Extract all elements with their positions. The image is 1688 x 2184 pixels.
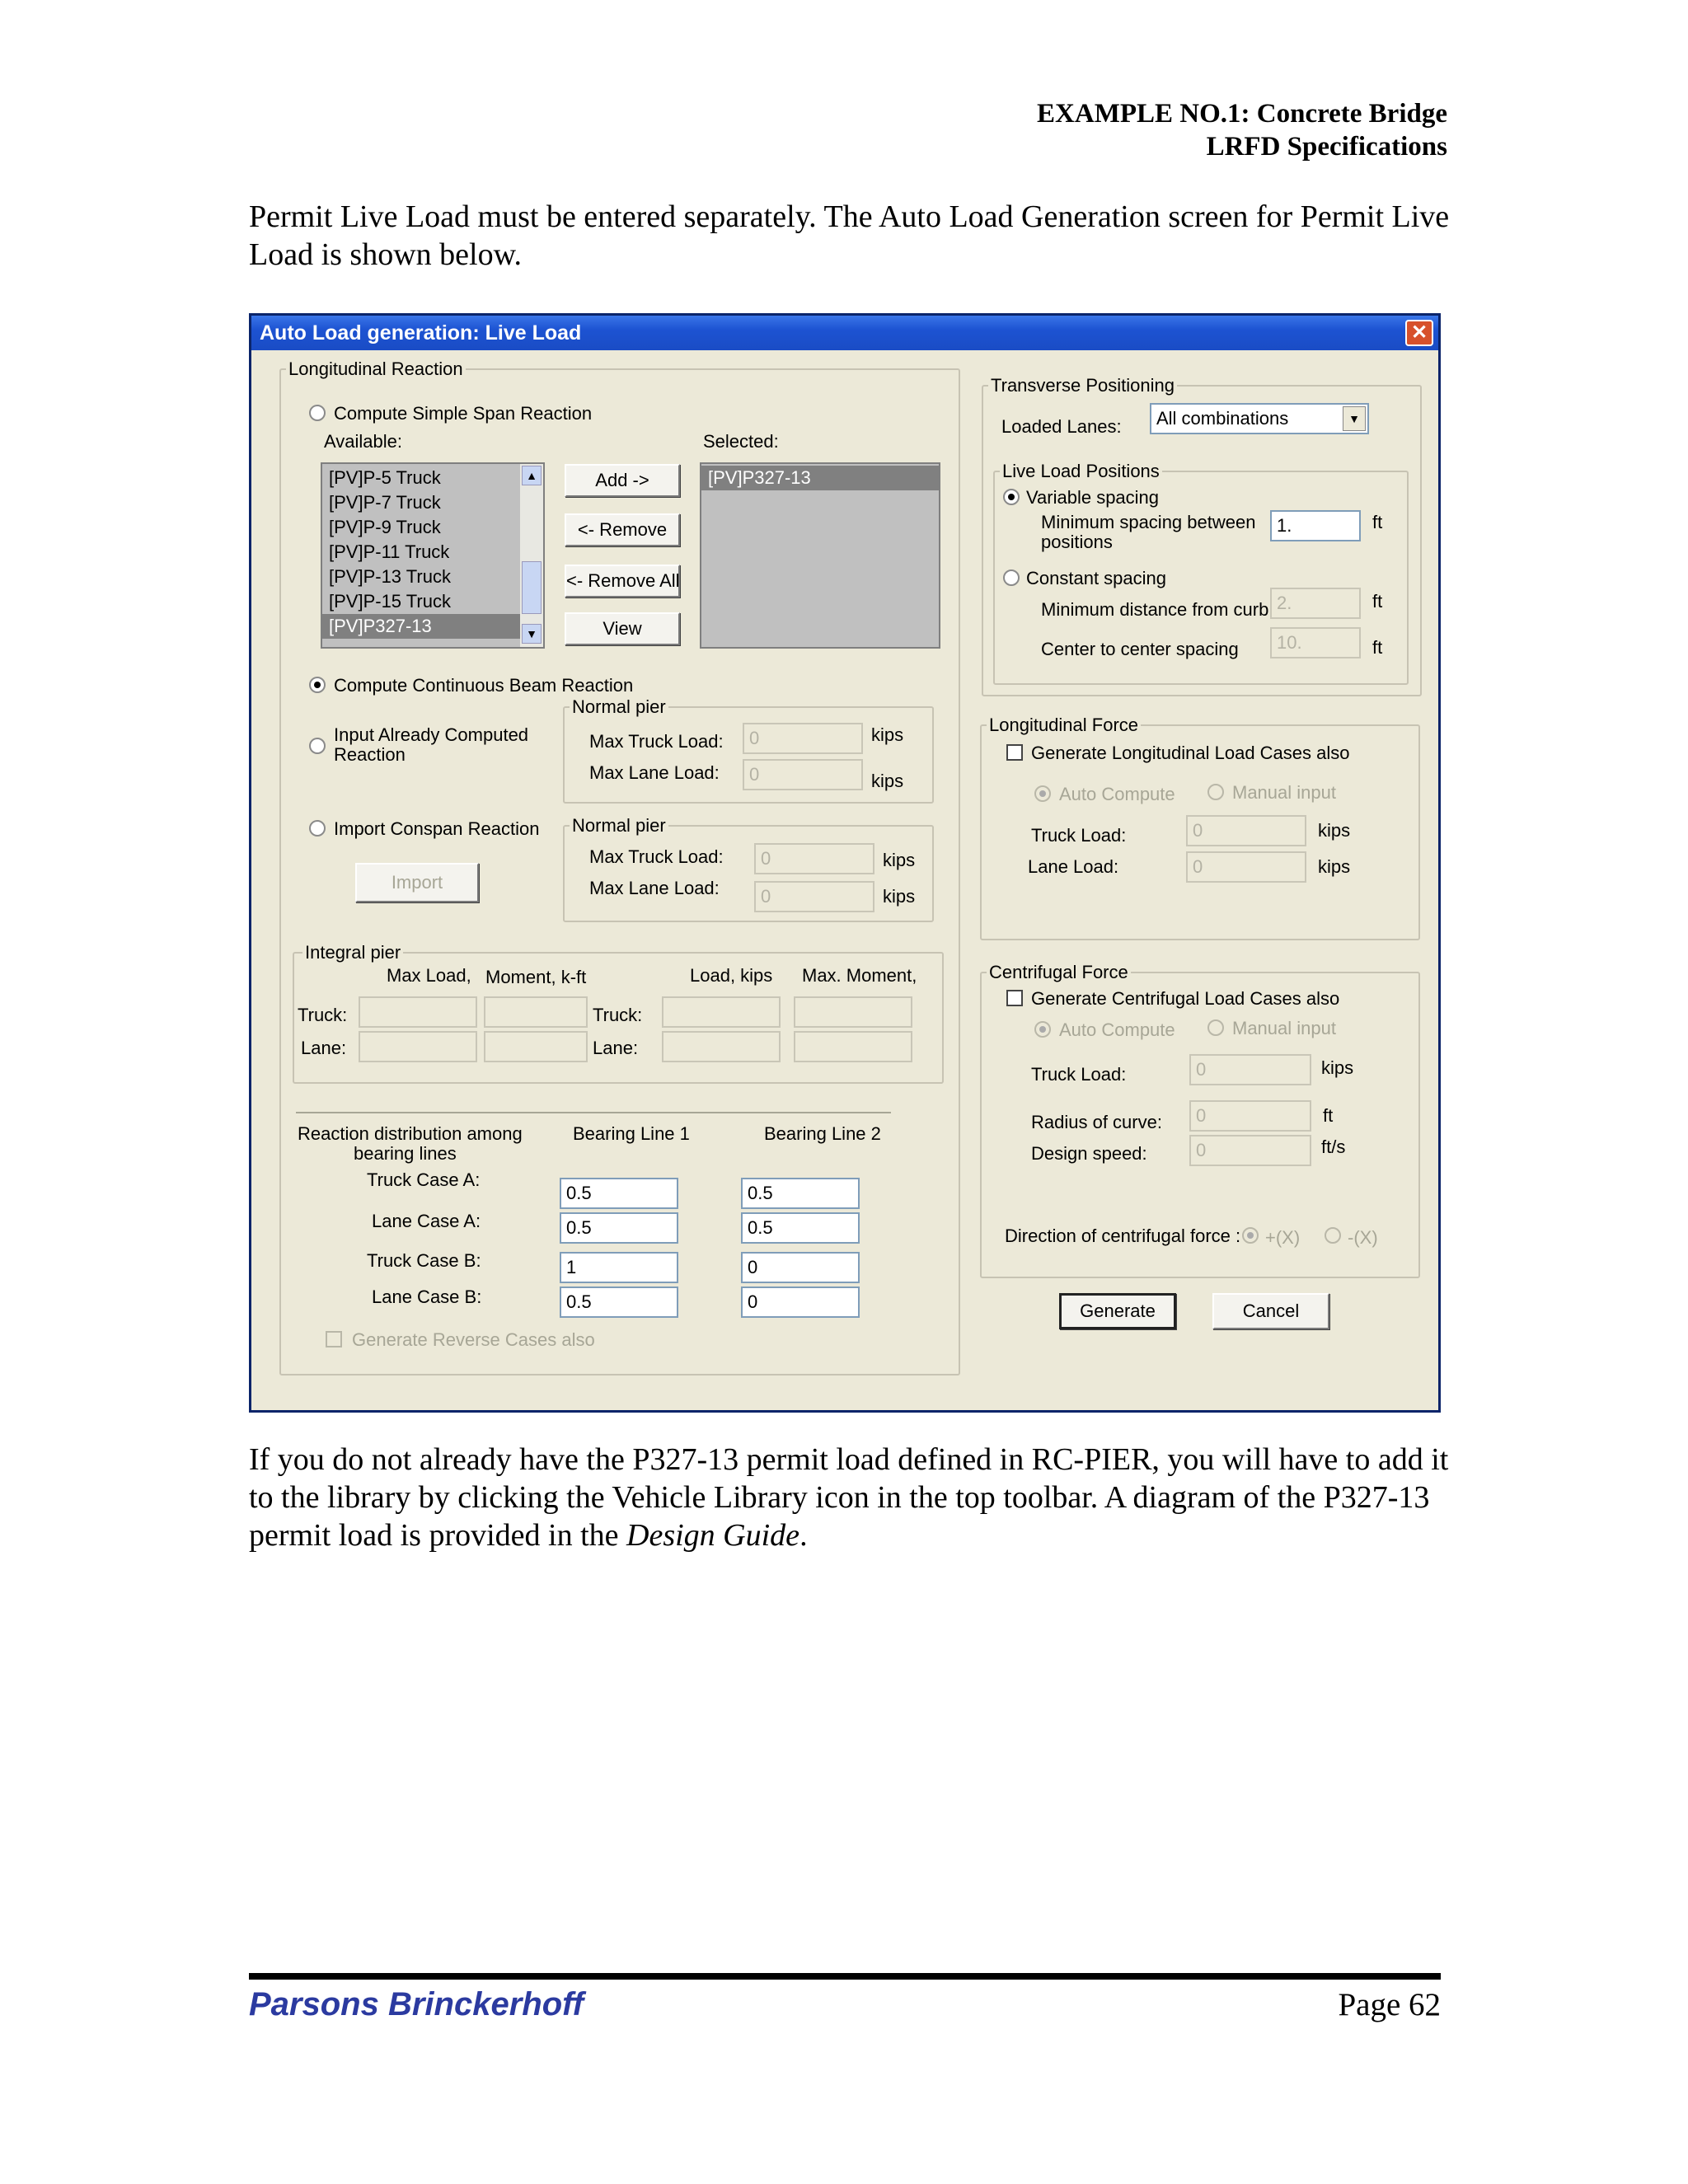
selected-label: Selected: [703, 431, 779, 452]
long-lane-load-input[interactable]: 0 [1186, 851, 1306, 883]
design-speed-label: Design speed: [1031, 1143, 1147, 1164]
outro-text-end: . [799, 1518, 808, 1553]
integral-truck-moment-input[interactable] [484, 996, 588, 1028]
lane-case-a-label: Lane Case A: [372, 1211, 481, 1231]
document-header [1037, 97, 1447, 163]
normal-pier-group-2 [563, 825, 934, 922]
import-button[interactable]: Import [355, 863, 479, 902]
header-title: EXAMPLE NO.1: Concrete Bridge [1037, 99, 1447, 129]
lane-load-label: Lane Load: [1028, 856, 1119, 877]
truck-case-b-bl2-input[interactable]: 0 [741, 1252, 860, 1283]
header-subtitle: LRFD Specifications [1206, 132, 1447, 162]
radius-input[interactable]: 0 [1189, 1100, 1311, 1132]
normal-pier-label-1: Normal pier [570, 696, 668, 718]
list-item[interactable]: [PV]P-7 Truck [329, 492, 441, 513]
list-item[interactable]: [PV]P-13 Truck [329, 566, 451, 587]
center-spacing-input[interactable]: 10. [1270, 627, 1361, 658]
manual-input-label: Manual input [1232, 782, 1336, 803]
integral-lane-moment-input-2[interactable] [794, 1031, 912, 1062]
integral-lane-load-input-2[interactable] [662, 1031, 781, 1062]
ft-unit: ft [1372, 512, 1383, 532]
design-guide-reference: Design Guide [626, 1518, 800, 1553]
kips-unit: kips [883, 886, 916, 907]
integral-truck-load-input-2[interactable] [662, 996, 781, 1028]
compute-simple-label: Compute Simple Span Reaction [334, 403, 593, 424]
generate-centrifugal-checkbox[interactable] [1006, 990, 1023, 1006]
live-load-positions-label: Live Load Positions [1000, 461, 1162, 482]
centrifugal-force-label: Centrifugal Force [987, 962, 1131, 983]
ft-unit: ft [1323, 1105, 1334, 1126]
variable-spacing-radio[interactable] [1003, 489, 1020, 505]
integral-lane-moment-input[interactable] [484, 1031, 588, 1062]
footer-company: Parsons Brinckerhoff [249, 1986, 584, 2022]
cancel-button[interactable]: Cancel [1212, 1293, 1329, 1329]
min-dist-curb-input[interactable]: 2. [1270, 588, 1361, 619]
chevron-down-icon[interactable]: ▼ [1343, 406, 1366, 431]
auto-load-dialog [249, 313, 1441, 1413]
min-spacing-label-2: positions [1041, 532, 1113, 552]
available-label: Available: [324, 431, 402, 452]
generate-button[interactable]: Generate [1059, 1293, 1176, 1329]
remove-button[interactable]: <- Remove [565, 513, 680, 546]
ft-per-s-unit: ft/s [1321, 1137, 1346, 1157]
max-lane-input-1[interactable]: 0 [743, 759, 863, 790]
lane-case-b-bl1-input[interactable]: 0.5 [560, 1286, 678, 1318]
kips-unit: kips [1318, 856, 1351, 877]
lane-case-b-label: Lane Case B: [372, 1286, 482, 1307]
generate-reverse-checkbox[interactable] [326, 1331, 342, 1347]
reaction-dist-label-1: Reaction distribution among [298, 1123, 523, 1144]
intro-paragraph: Permit Live Load must be entered separately. The Auto Load Generation screen for Permit Live Load is shown below. [249, 199, 1450, 272]
max-truck-label-1: Max Truck Load: [589, 731, 724, 752]
input-already-label-1: Input Already Computed [334, 724, 529, 745]
cf-truck-load-input[interactable]: 0 [1189, 1054, 1311, 1085]
selected-list[interactable] [700, 462, 940, 649]
manual-input-radio[interactable] [1207, 784, 1224, 800]
long-truck-load-input[interactable]: 0 [1186, 815, 1306, 846]
truck-label: Truck: [298, 1005, 348, 1025]
kips-unit: kips [1321, 1057, 1354, 1078]
import-conspan-radio[interactable] [309, 820, 326, 837]
center-spacing-label: Center to center spacing [1041, 639, 1239, 659]
truck-label: Truck: [593, 1005, 643, 1025]
close-button[interactable] [1405, 320, 1433, 346]
list-item[interactable]: [PV]P-15 Truck [329, 591, 451, 612]
list-item-selected[interactable]: [PV]P327-13 [322, 614, 520, 639]
manual-input-label: Manual input [1232, 1018, 1336, 1038]
reaction-dist-label-2: bearing lines [354, 1143, 457, 1164]
bearing-line-1-label: Bearing Line 1 [573, 1123, 690, 1144]
min-dist-curb-label: Minimum distance from curb [1041, 599, 1269, 620]
list-item-selected[interactable]: [PV]P327-13 [701, 466, 939, 490]
input-already-label-2: Reaction [334, 744, 406, 765]
lane-case-a-bl2-input[interactable]: 0.5 [741, 1212, 860, 1244]
lane-case-b-bl2-input[interactable]: 0 [741, 1286, 860, 1318]
dialog-titlebar [251, 316, 1438, 350]
add-button[interactable]: Add -> [565, 464, 680, 497]
max-moment-label: Max. Moment, [802, 965, 917, 986]
integral-truck-load-input[interactable] [359, 996, 477, 1028]
min-spacing-label-1: Minimum spacing between [1041, 512, 1256, 532]
auto-compute-radio[interactable] [1034, 785, 1051, 802]
truck-load-label: Truck Load: [1031, 825, 1127, 846]
auto-compute-radio[interactable] [1034, 1021, 1051, 1038]
outro-text: If you do not already have the P327-13 permit load defined in RC-PIER, you will have to add it to the library by clicking the Vehicle Library icon in the top toolbar. A diagram of the P327-13 permit load is provided in the [249, 1442, 1449, 1553]
import-conspan-label: Import Conspan Reaction [334, 818, 540, 839]
auto-compute-label: Auto Compute [1059, 784, 1175, 804]
bearing-line-2-label: Bearing Line 2 [764, 1123, 881, 1144]
loaded-lanes-select[interactable] [1150, 403, 1369, 434]
page-number: Page 62 [1338, 1987, 1441, 2022]
design-speed-input[interactable]: 0 [1189, 1135, 1311, 1166]
compute-continuous-label: Compute Continuous Beam Reaction [334, 675, 634, 696]
kips-unit: kips [883, 850, 916, 870]
scroll-down-icon[interactable]: ▼ [522, 624, 542, 644]
lane-label: Lane: [593, 1038, 639, 1058]
constant-spacing-radio[interactable] [1003, 569, 1020, 586]
max-truck-input-1[interactable]: 0 [743, 723, 863, 754]
truck-case-a-bl1-input[interactable]: 0.5 [560, 1178, 678, 1209]
close-icon: ✕ [1410, 321, 1428, 344]
max-load-label: Max Load, [387, 965, 471, 986]
compute-continuous-radio[interactable] [309, 677, 326, 693]
load-kips-label: Load, kips [690, 965, 773, 986]
loaded-lanes-value: All combinations [1156, 408, 1289, 429]
lane-label: Lane: [301, 1038, 347, 1058]
generate-longitudinal-label: Generate Longitudinal Load Cases also [1031, 743, 1350, 763]
direction-minus-radio[interactable] [1325, 1227, 1341, 1244]
list-item[interactable]: [PV]P-9 Truck [329, 517, 441, 537]
view-button[interactable]: View [565, 612, 680, 645]
truck-case-a-label: Truck Case A: [367, 1169, 481, 1190]
list-item[interactable]: [PV]P-11 Truck [329, 541, 450, 562]
truck-load-label: Truck Load: [1031, 1064, 1127, 1085]
max-lane-label-1: Max Lane Load: [589, 762, 720, 783]
auto-compute-label: Auto Compute [1059, 1019, 1175, 1040]
constant-spacing-label: Constant spacing [1026, 568, 1166, 588]
remove-all-button[interactable]: <- Remove All [565, 565, 680, 598]
truck-case-a-bl2-input[interactable]: 0.5 [741, 1178, 860, 1209]
max-lane-input-2[interactable]: 0 [754, 881, 874, 912]
ft-unit: ft [1372, 591, 1383, 612]
divider [296, 1112, 891, 1113]
transverse-positioning-label: Transverse Positioning [988, 375, 1177, 396]
max-truck-input-2[interactable]: 0 [754, 843, 874, 874]
footer-rule [249, 1973, 1441, 1980]
generate-reverse-label: Generate Reverse Cases also [352, 1329, 595, 1350]
direction-minus-label: -(X) [1348, 1227, 1378, 1248]
generate-longitudinal-checkbox[interactable] [1006, 744, 1023, 761]
available-list[interactable] [321, 462, 545, 649]
integral-pier-label: Integral pier [302, 942, 403, 963]
moment-label: Moment, k-ft [485, 967, 587, 987]
generate-centrifugal-label: Generate Centrifugal Load Cases also [1031, 988, 1340, 1009]
min-spacing-input[interactable]: 1. [1270, 510, 1361, 541]
manual-input-radio[interactable] [1207, 1019, 1224, 1036]
direction-plus-label: +(X) [1265, 1227, 1301, 1248]
max-truck-label-2: Max Truck Load: [589, 846, 724, 867]
variable-spacing-label: Variable spacing [1026, 487, 1160, 508]
max-lane-label-2: Max Lane Load: [589, 878, 720, 898]
list-item[interactable]: [PV]P-5 Truck [329, 467, 441, 488]
dialog-title: Auto Load generation: Live Load [260, 321, 582, 344]
integral-lane-load-input[interactable] [359, 1031, 477, 1062]
compute-simple-radio[interactable] [309, 405, 326, 421]
ft-unit: ft [1372, 637, 1383, 658]
list-scrollbar[interactable] [520, 464, 543, 647]
kips-unit: kips [871, 771, 904, 791]
input-already-radio[interactable] [309, 738, 326, 754]
radius-label: Radius of curve: [1031, 1112, 1162, 1132]
normal-pier-label-2: Normal pier [570, 815, 668, 837]
scroll-up-icon[interactable]: ▲ [522, 466, 542, 485]
lane-case-a-bl1-input[interactable]: 0.5 [560, 1212, 678, 1244]
longitudinal-reaction-label: Longitudinal Reaction [286, 359, 466, 380]
direction-label: Direction of centrifugal force : [1005, 1226, 1241, 1246]
direction-plus-radio[interactable] [1242, 1227, 1259, 1244]
truck-case-b-bl1-input[interactable]: 1 [560, 1252, 678, 1283]
scroll-thumb[interactable] [522, 561, 542, 614]
kips-unit: kips [1318, 820, 1351, 841]
kips-unit: kips [871, 724, 904, 745]
truck-case-b-label: Truck Case B: [367, 1250, 481, 1271]
loaded-lanes-label: Loaded Lanes: [1001, 416, 1122, 437]
outro-paragraph [249, 1441, 1452, 1554]
longitudinal-force-label: Longitudinal Force [987, 715, 1141, 736]
integral-truck-moment-input-2[interactable] [794, 996, 912, 1028]
